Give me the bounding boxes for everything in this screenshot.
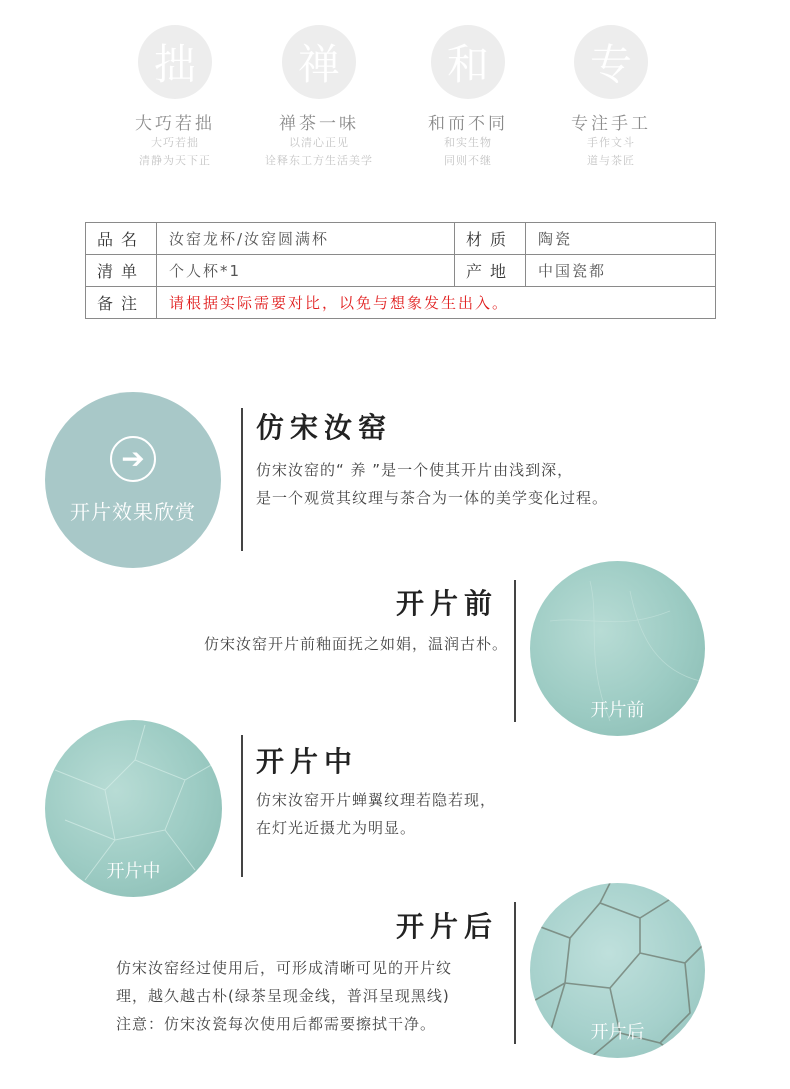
arrow-right-icon: ➔ [110, 436, 156, 482]
list-label: 清单 [86, 255, 157, 287]
value-circle: 禅 [282, 25, 356, 99]
text-line: 理，越久越古朴(绿茶呈现金线，普洱呈现黑线) [116, 987, 450, 1005]
photo-label: 开片前 [590, 700, 645, 721]
value-title: 大巧若拙 [135, 114, 215, 134]
table-row [86, 223, 716, 255]
value-sub: 以清心正见 [289, 136, 349, 149]
origin-value: 中国瓷都 [526, 255, 716, 287]
text-line: 在灯光近摄尤为明显。 [256, 819, 417, 837]
text-line: 是一个观赏其纹理与茶合为一体的美学变化过程。 [256, 489, 609, 507]
value-sub: 诠释东工方生活美学 [265, 154, 373, 167]
section-title: 仿宋汝窑 [256, 411, 393, 444]
text-line: 仿宋汝窑经过使用后，可形成清晰可见的开片纹 [116, 959, 453, 977]
text-line: 仿宋汝窑的“ 养 ”是一个使其开片由浅到深， [256, 461, 574, 479]
section-text [116, 954, 452, 1038]
values-row [100, 25, 700, 185]
value-circle: 拙 [138, 25, 212, 99]
glaze-photo-after [530, 883, 705, 1058]
section-text [256, 786, 496, 842]
material-label: 材质 [455, 223, 526, 255]
value-item-he [393, 25, 543, 170]
divider [514, 902, 516, 1044]
crackle-preview-circle[interactable] [45, 392, 221, 568]
value-item-chan [244, 25, 394, 170]
value-sub: 手作文斗 [587, 136, 635, 149]
value-title: 禅茶一味 [279, 114, 359, 134]
note-label: 备注 [86, 287, 157, 319]
value-circle: 专 [574, 25, 648, 99]
value-item-zhuo [100, 25, 250, 170]
table-row [86, 255, 716, 287]
material-value: 陶瓷 [526, 223, 716, 255]
section-title: 开片后 [395, 910, 498, 943]
photo-label: 开片中 [106, 861, 161, 882]
divider [241, 408, 243, 551]
text-line: 注意：仿宋汝瓷每次使用后都需要擦拭干净。 [116, 1015, 437, 1033]
section-text: 仿宋汝窑开片前釉面抚之如娟，温润古朴。 [203, 635, 508, 653]
text-line: 仿宋汝窑开片蝉翼纹理若隐若现， [256, 791, 497, 809]
value-sub: 道与茶匠 [587, 154, 635, 167]
note-value: 请根据实际需要对比，以免与想象发生出入。 [157, 287, 716, 319]
value-item-zhuan [536, 25, 686, 170]
section-text [256, 456, 608, 512]
origin-label: 产地 [455, 255, 526, 287]
divider [514, 580, 516, 722]
value-sub: 清静为天下正 [139, 154, 211, 167]
value-title: 专注手工 [571, 114, 651, 134]
product-info-table [85, 222, 716, 319]
circle-caption: 开片效果欣赏 [70, 499, 196, 524]
value-sub: 大巧若拙 [151, 136, 199, 149]
value-circle: 和 [431, 25, 505, 99]
name-value: 汝窑龙杯/汝窑圆满杯 [157, 223, 455, 255]
value-sub: 和实生物 [444, 136, 492, 149]
list-value: 个人杯*1 [157, 255, 455, 287]
name-label: 品名 [86, 223, 157, 255]
photo-label: 开片后 [590, 1022, 645, 1043]
section-title: 开片前 [395, 587, 498, 620]
divider [241, 735, 243, 877]
table-row [86, 287, 716, 319]
glaze-photo-middle [45, 720, 222, 897]
glaze-photo-before [530, 561, 705, 736]
value-sub: 同则不继 [444, 154, 492, 167]
section-title: 开片中 [256, 745, 359, 778]
value-title: 和而不同 [428, 114, 508, 134]
